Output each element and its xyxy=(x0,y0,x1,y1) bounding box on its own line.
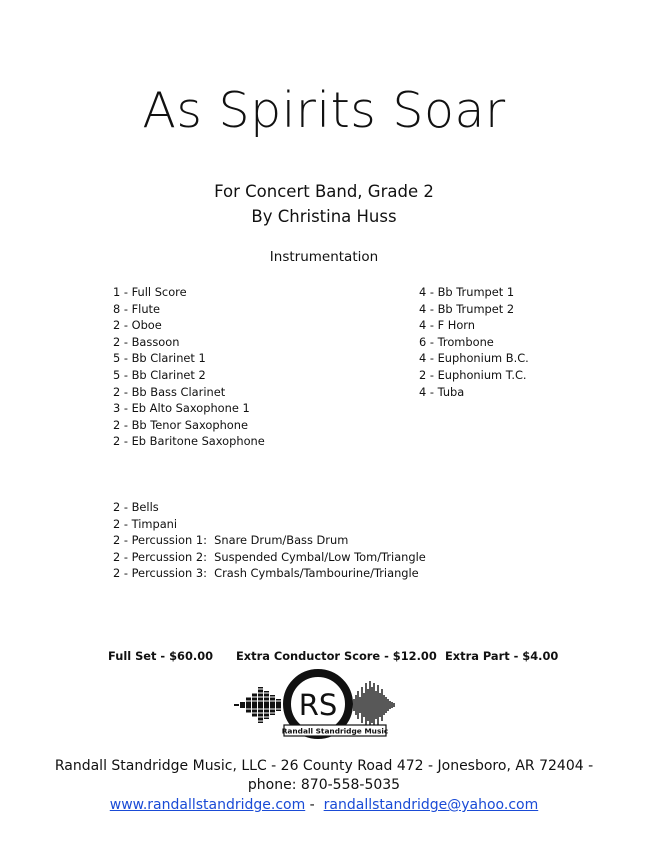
instrument-item: 2 - Eb Baritone Saxophone xyxy=(113,434,265,449)
soundwave-icon xyxy=(232,669,410,741)
instrument-item: 8 - Flute xyxy=(113,301,161,316)
instrument-item: 6 - Trombone xyxy=(419,334,494,349)
instrument-item: 2 - Percussion 2: Suspended Cymbal/Low Tom/Triangle xyxy=(113,549,426,564)
instrument-item: 2 - Timpani xyxy=(113,516,178,531)
price-extra-score: Extra Conductor Score - $12.00 xyxy=(236,649,437,663)
price-full-set: Full Set - $60.00 xyxy=(108,649,214,663)
instrument-item: 2 - Oboe xyxy=(113,318,162,333)
instrument-item: 2 - Bb Tenor Saxophone xyxy=(113,417,249,432)
instrument-item: 2 - Bb Bass Clarinet xyxy=(113,384,226,399)
instrument-item: 4 - Bb Trumpet 1 xyxy=(419,285,515,299)
instrument-item: 4 - Bb Trumpet 2 xyxy=(419,301,515,316)
link-separator: - xyxy=(305,797,324,813)
percussion-list xyxy=(113,499,426,582)
phone-line: phone: 870-558-5035 xyxy=(247,777,401,793)
instrument-item: 4 - Euphonium B.C. xyxy=(419,351,529,366)
instrument-item: 3 - Eb Alto Saxophone 1 xyxy=(113,401,250,416)
instrument-item: 2 - Bassoon xyxy=(113,334,180,349)
svg-text:Randall Standridge Music: Randall Standridge Music xyxy=(281,726,389,736)
composer: By Christina Huss xyxy=(251,207,397,226)
address-line: Randall Standridge Music, LLC - 26 County Road 472 - Jonesboro, AR 72404 - xyxy=(54,758,594,774)
instrument-item: 4 - F Horn xyxy=(419,318,476,333)
website-link[interactable]: www.randallstandridge.com xyxy=(109,797,306,813)
instrument-item: 2 - Percussion 3: Crash Cymbals/Tambourine/Triangle xyxy=(113,566,419,581)
instrument-item: 5 - Bb Clarinet 1 xyxy=(113,351,206,366)
instrument-list-left xyxy=(113,284,265,450)
piece-title: As Spirits Soar xyxy=(142,82,506,139)
instrument-item: 1 - Full Score xyxy=(113,285,187,299)
instrument-item: 2 - Bells xyxy=(113,500,159,514)
email-link[interactable]: randallstandridge@yahoo.com xyxy=(323,797,539,813)
contact-links xyxy=(0,797,648,813)
instrumentation-heading: Instrumentation xyxy=(269,249,379,265)
publisher-logo xyxy=(232,669,410,741)
svg-text:RS: RS xyxy=(298,688,338,722)
instrument-item: 2 - Euphonium T.C. xyxy=(419,367,527,382)
instrument-list-right xyxy=(419,284,529,400)
instrument-item: 4 - Tuba xyxy=(419,384,465,399)
price-extra-part: Extra Part - $4.00 xyxy=(445,649,559,663)
instrument-item: 5 - Bb Clarinet 2 xyxy=(113,367,206,382)
subtitle: For Concert Band, Grade 2 xyxy=(214,182,434,201)
instrument-item: 2 - Percussion 1: Snare Drum/Bass Drum xyxy=(113,533,349,548)
